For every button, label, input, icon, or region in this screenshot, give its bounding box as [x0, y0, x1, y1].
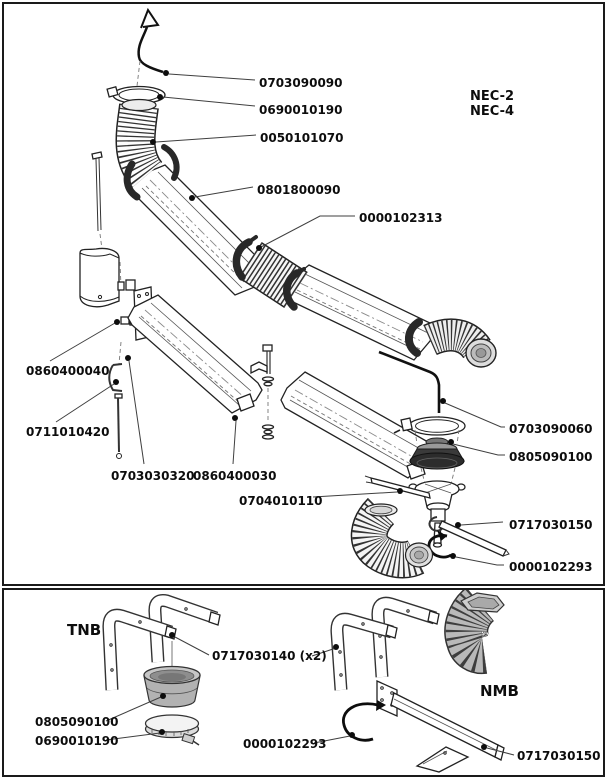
hook-part [137, 10, 163, 86]
nmb-bracket-part [337, 603, 439, 690]
part-label-0717030150: 0717030150 [509, 518, 593, 532]
part-label-0000102293-nmb: 0000102293 [243, 737, 327, 751]
wall-bracket-part [80, 248, 121, 306]
nmb-title: NMB [480, 682, 519, 700]
part-label-0690010190-tnb: 0690010190 [35, 734, 119, 748]
tnb-hose-clamp-part [146, 715, 200, 745]
part-label-0717030140: 0717030140 (x2) [212, 649, 327, 663]
part-label-0703090090: 0703090090 [259, 76, 343, 90]
elbow-hose-part [365, 504, 433, 567]
model-line-1: NEC-2 [470, 89, 515, 104]
model-label [470, 89, 514, 119]
part-label-0711010420: 0711010420 [26, 425, 110, 439]
part-label-0000102293: 0000102293 [509, 560, 593, 574]
part-label-0704010110: 0704010110 [239, 494, 323, 508]
model-line-2: NEC-4 [470, 104, 515, 119]
panel-nec-diagram [2, 2, 605, 586]
part-label-0690010190: 0690010190 [259, 103, 343, 117]
part-label-0805090100: 0805090100 [509, 450, 593, 464]
bent-rod-part [379, 352, 439, 423]
nmb-wedge-part [417, 747, 468, 772]
part-label-0860400040: 0860400040 [26, 364, 110, 378]
part-label-0860400030: 0860400030 [193, 469, 277, 483]
part-label-0717030150-nmb: 0717030150 [517, 749, 601, 763]
part-label-0000102313: 0000102313 [359, 211, 443, 225]
part-label-0703030320: 0703030320 [111, 469, 195, 483]
nmb-hose-part [461, 593, 504, 652]
tnb-title: TNB [67, 621, 102, 639]
part-label-0801800090: 0801800090 [257, 183, 341, 197]
part-label-0805090100-tnb: 0805090100 [35, 715, 119, 729]
arm-tube-3-part [128, 295, 262, 413]
panel-tnb-nmb-diagram [2, 588, 605, 777]
part-label-0703090060: 0703090060 [509, 422, 593, 436]
long-bolt-part [92, 152, 104, 264]
part-label-0050101070: 0050101070 [260, 131, 344, 145]
